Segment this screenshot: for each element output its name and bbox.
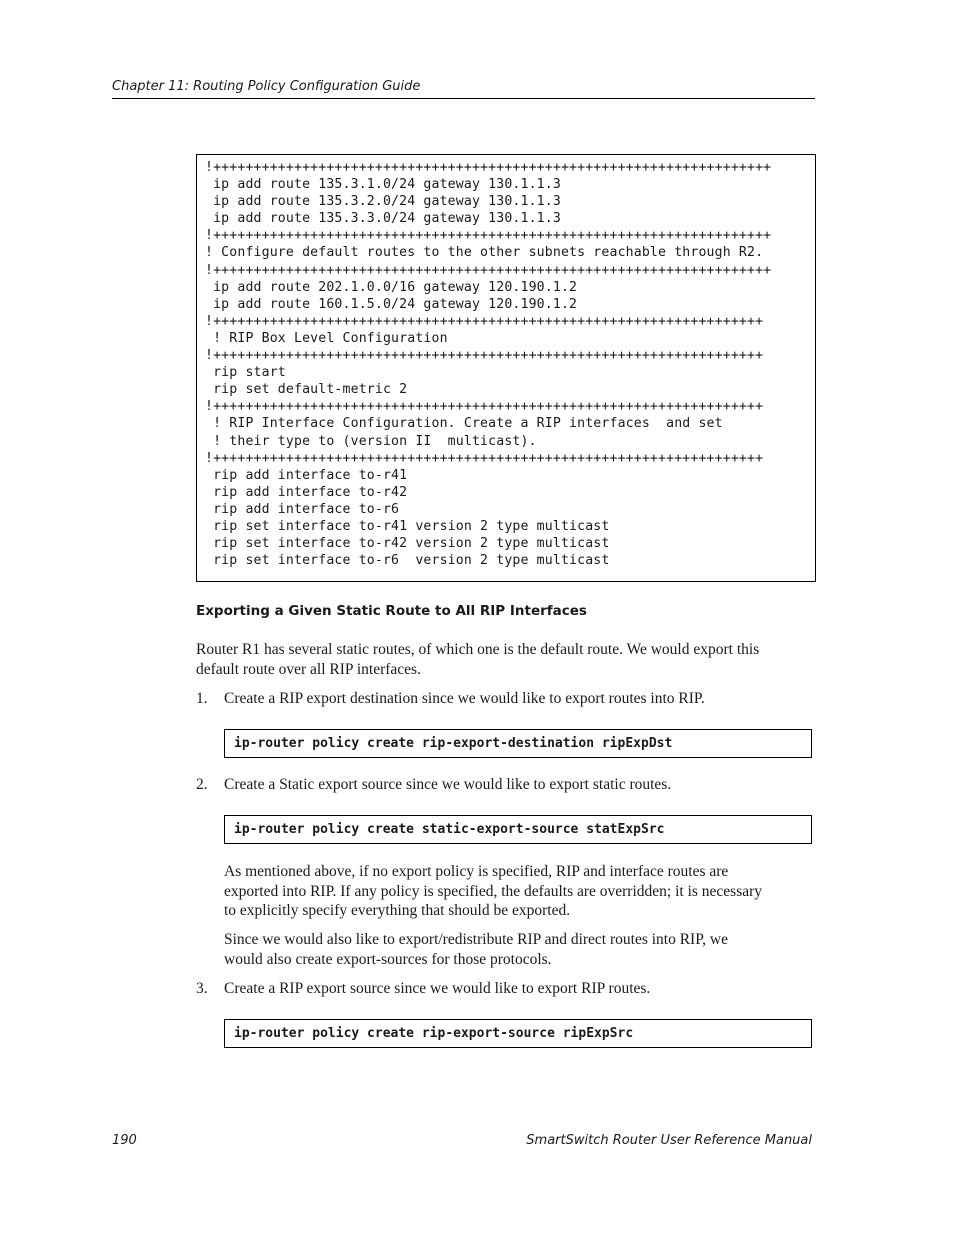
intro-line: Router R1 has several static routes, of which one is the default route. We would export this	[196, 641, 760, 658]
command-box: ip-router policy create static-export-source statExpSrc	[224, 815, 812, 844]
code-line: ! their type to (version II multicast).	[205, 433, 537, 449]
code-line: rip add interface to-r42	[205, 484, 408, 500]
command-box: ip-router policy create rip-export-source ripExpSrc	[224, 1019, 812, 1048]
command-box: ip-router policy create rip-export-destination ripExpDst	[224, 729, 812, 758]
code-line: ! Configure default routes to the other subnets reachable through R2.	[205, 245, 764, 261]
code-line: !++++++++++++++++++++++++++++++++++++++++++++++++++++++++++++++++++++	[205, 450, 764, 466]
step-text: Create a RIP export source since we would like to export RIP routes.	[224, 980, 651, 997]
config-code-block	[196, 154, 816, 582]
intro-line: default route over all RIP interfaces.	[196, 660, 421, 678]
note-line: Since we would also like to export/redistribute RIP and direct routes into RIP, we	[224, 931, 728, 948]
step-number: 1.	[196, 690, 208, 707]
code-line: ip add route 135.3.1.0/24 gateway 130.1.1.3	[205, 177, 561, 193]
code-line: rip start	[205, 365, 286, 381]
page-number: 190	[112, 1133, 137, 1148]
code-line: ip add route 160.1.5.0/24 gateway 120.190.1.2	[205, 296, 578, 312]
step-number: 2.	[196, 776, 208, 793]
code-line: !+++++++++++++++++++++++++++++++++++++++++++++++++++++++++++++++++++++	[205, 228, 772, 244]
manual-title: SmartSwitch Router User Reference Manual	[526, 1133, 812, 1148]
step-text: Create a RIP export destination since we would like to export routes into RIP.	[224, 690, 705, 707]
code-line: rip set interface to-r6 version 2 type multicast	[205, 553, 610, 569]
code-text	[205, 159, 807, 569]
code-line: !++++++++++++++++++++++++++++++++++++++++++++++++++++++++++++++++++++	[205, 348, 764, 364]
note-line: would also create export-sources for those protocols.	[224, 950, 552, 968]
code-line: ip add route 135.3.2.0/24 gateway 130.1.1.3	[205, 194, 561, 210]
step-text: Create a Static export source since we would like to export static routes.	[224, 776, 672, 793]
note-line: As mentioned above, if no export policy is specified, RIP and interface routes are	[224, 863, 729, 880]
code-line: !+++++++++++++++++++++++++++++++++++++++++++++++++++++++++++++++++++++	[205, 160, 772, 175]
code-line: rip set interface to-r41 version 2 type multicast	[205, 518, 610, 534]
code-line: ip add route 135.3.3.0/24 gateway 130.1.1.3	[205, 211, 561, 227]
code-line: rip add interface to-r41	[205, 467, 408, 483]
running-header: Chapter 11: Routing Policy Configuration Guide	[112, 79, 815, 99]
note-paragraph	[224, 930, 728, 969]
code-line: ip add route 202.1.0.0/16 gateway 120.190.1.2	[205, 279, 578, 295]
code-line: !++++++++++++++++++++++++++++++++++++++++++++++++++++++++++++++++++++	[205, 313, 764, 329]
note-line: to explicitly specify everything that should be exported.	[224, 902, 571, 919]
code-line: ! RIP Box Level Configuration	[205, 330, 448, 346]
code-line: rip set default-metric 2	[205, 382, 408, 398]
code-line: rip set interface to-r42 version 2 type multicast	[205, 536, 610, 552]
code-line: rip add interface to-r6	[205, 501, 400, 517]
code-line: !+++++++++++++++++++++++++++++++++++++++++++++++++++++++++++++++++++++	[205, 262, 772, 278]
section-heading: Exporting a Given Static Route to All RIP Interfaces	[196, 603, 587, 619]
intro-paragraph	[196, 640, 759, 679]
code-line: ! RIP Interface Configuration. Create a RIP interfaces and set	[205, 416, 723, 432]
step-number: 3.	[196, 980, 208, 997]
note-line: exported into RIP. If any policy is specified, the defaults are overridden; it is necessary	[224, 882, 763, 900]
note-paragraph	[224, 862, 762, 921]
code-line: !++++++++++++++++++++++++++++++++++++++++++++++++++++++++++++++++++++	[205, 399, 764, 415]
